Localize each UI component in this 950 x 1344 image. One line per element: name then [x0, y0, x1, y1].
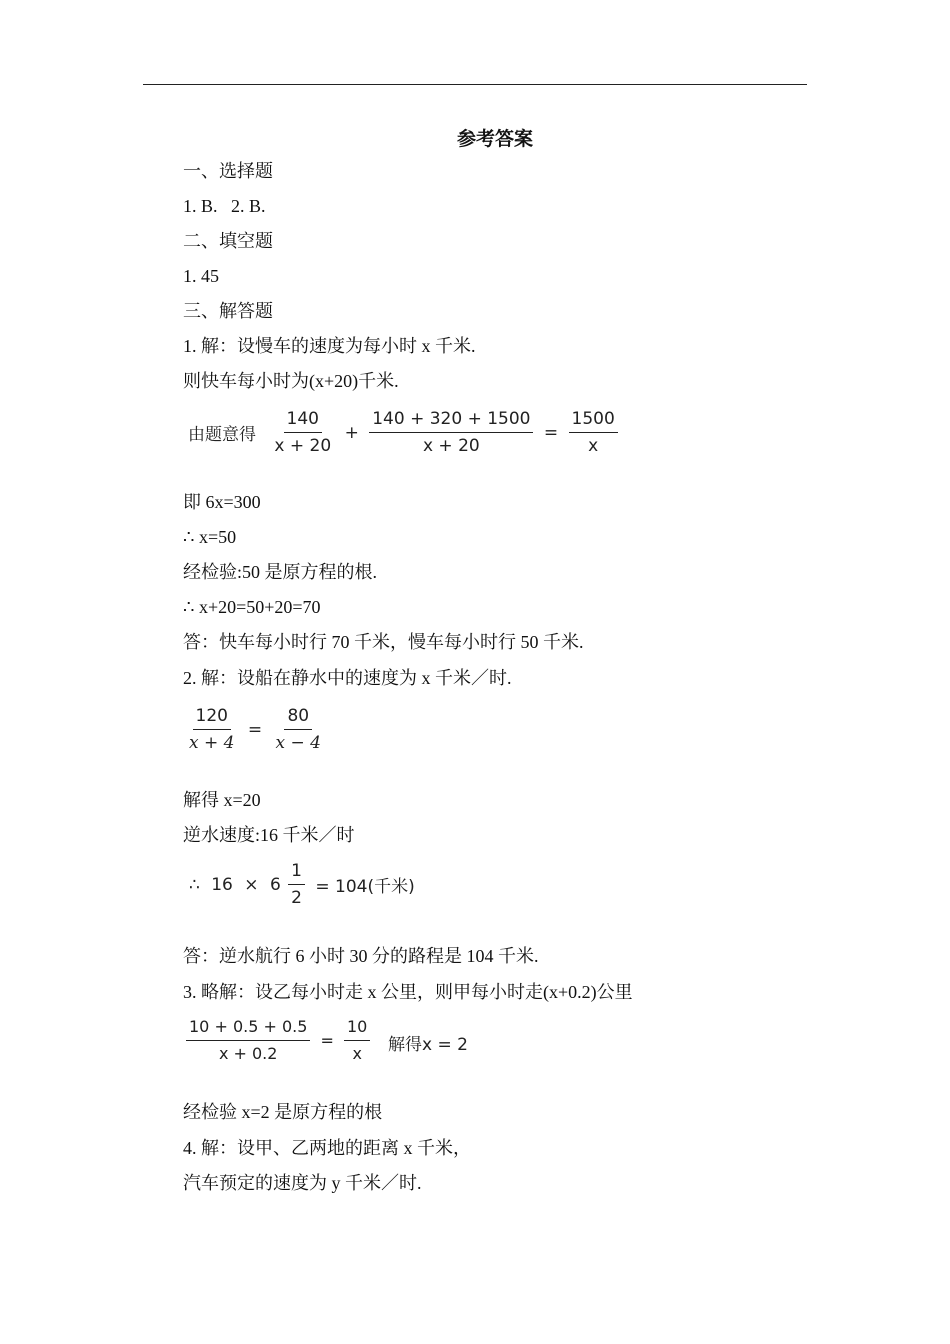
eq1-f1-denominator: x + 20	[274, 436, 332, 456]
q2-solution: 解得 x=20	[183, 790, 261, 810]
eq1-f3-numerator: 1500	[569, 408, 618, 433]
eq1-f2-numerator: 140 + 320 + 1500	[369, 408, 533, 433]
eq2-f2-denominator: x − 4	[275, 733, 321, 753]
eq1-fraction-3	[569, 408, 618, 457]
equation-3	[186, 860, 418, 909]
eq4-equals: =	[320, 1031, 334, 1050]
fill-answer: 1. 45	[183, 266, 219, 286]
eq3-therefore: ∴	[189, 874, 200, 895]
eq1-f3-denominator: x	[588, 436, 599, 456]
eq4-fraction-2	[344, 1016, 370, 1065]
eq2-equals: =	[247, 719, 263, 740]
eq2-fraction-2	[273, 705, 324, 754]
eq3-denominator: 2	[291, 888, 302, 908]
eq1-f1-numerator: 140	[284, 408, 322, 433]
eq2-f2-numerator: 80	[284, 705, 312, 730]
eq2-f1-denominator: x + 4	[189, 733, 235, 753]
eq3-times: ×	[244, 874, 259, 895]
q1-fast-speed: ∴ x+20=50+20=70	[183, 597, 321, 617]
eq1-label: 由题意得	[188, 425, 256, 445]
eq4-fraction-1	[186, 1016, 310, 1065]
q4-speed: 汽车预定的速度为 y 千米／时.	[183, 1173, 422, 1193]
q2-upstream-speed: 逆水速度:16 千米／时	[183, 825, 355, 845]
equation-2	[184, 705, 326, 754]
equation-4	[184, 1016, 372, 1065]
eq4-f2-denominator: x	[352, 1044, 362, 1063]
q1-answer: 答：快车每小时行 70 千米，慢车每小时行 50 千米.	[183, 632, 584, 652]
section-choice-heading: 一、选择题	[183, 161, 273, 181]
q1-simplified: 即 6x=300	[183, 492, 261, 512]
eq4-solve: 解得x = 2	[388, 1035, 468, 1055]
q3-setup: 3. 略解：设乙每小时走 x 公里，则甲每小时走(x+0.2)公里	[183, 982, 633, 1002]
eq1-plus: +	[344, 422, 359, 443]
eq2-f1-numerator: 120	[193, 705, 231, 730]
eq3-result: = 104(千米)	[315, 877, 415, 897]
eq4-f2-numerator: 10	[344, 1016, 370, 1041]
q1-fast-car: 则快车每小时为(x+20)千米.	[183, 371, 399, 391]
page-title: 参考答案	[456, 129, 533, 150]
eq1-f2-denominator: x + 20	[422, 436, 480, 456]
eq1-equals: =	[543, 422, 559, 443]
section-solve-heading: 三、解答题	[183, 301, 273, 321]
eq3-whole: 6	[269, 874, 281, 895]
header-rule	[143, 84, 807, 85]
eq3-numerator: 1	[288, 860, 305, 885]
q2-setup: 2. 解：设船在静水中的速度为 x 千米／时.	[183, 668, 512, 688]
eq2-fraction-1	[186, 705, 237, 754]
eq3-fraction	[288, 860, 305, 909]
q1-setup: 1. 解：设慢车的速度为每小时 x 千米.	[183, 336, 476, 356]
q4-setup: 4. 解：设甲、乙两地的距离 x 千米，	[183, 1138, 471, 1158]
eq4-f1-numerator: 10 + 0.5 + 0.5	[186, 1016, 310, 1041]
eq3-speed: 16	[211, 874, 233, 895]
q1-check: 经检验:50 是原方程的根.	[183, 562, 378, 582]
q2-answer: 答：逆水航行 6 小时 30 分的路程是 104 千米.	[183, 946, 539, 966]
eq1-fraction-1	[271, 408, 334, 457]
q1-solution: ∴ x=50	[183, 527, 237, 547]
section-fill-heading: 二、填空题	[183, 231, 273, 251]
equation-1	[188, 408, 620, 457]
choice-answers: 1. B. 2. B.	[183, 196, 266, 216]
eq1-fraction-2	[369, 408, 533, 457]
eq4-f1-denominator: x + 0.2	[218, 1044, 278, 1063]
q3-check: 经检验 x=2 是原方程的根	[183, 1102, 383, 1122]
